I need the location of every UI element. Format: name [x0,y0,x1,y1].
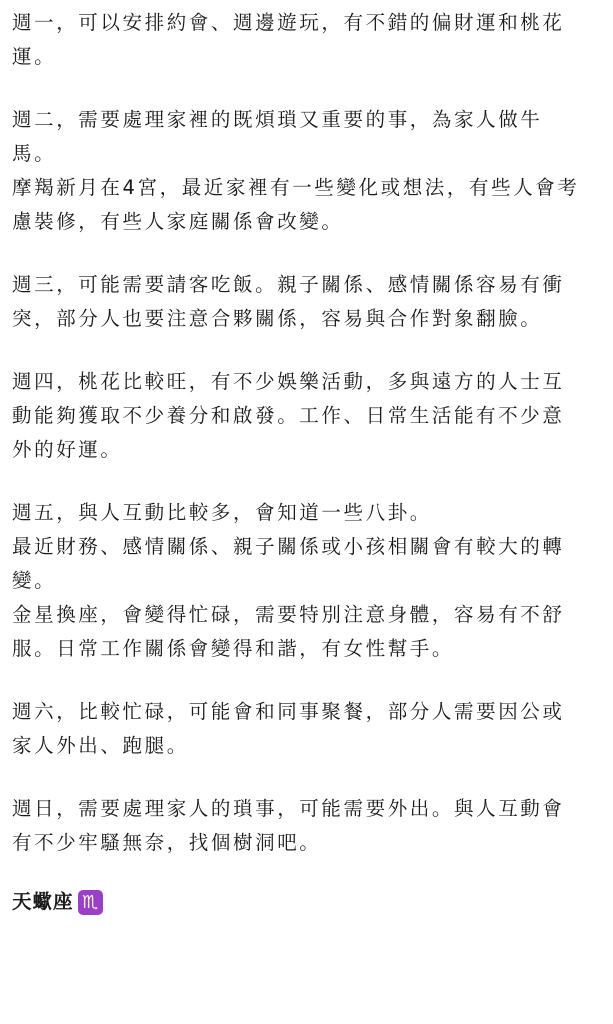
section-heading-scorpio [12,885,601,919]
text-line: 週三，可能需要請客吃飯。親子關係、感情關係容易有衝 [12,273,565,296]
text-line: 動能夠獲取不少養分和啟發。工作、日常生活能有不少意 [12,404,565,427]
paragraph-friday [12,496,601,666]
paragraph-tuesday [12,103,601,239]
paragraph-sunday [12,792,601,860]
text-line: 外的好運。 [12,438,123,461]
text-line: 變。 [12,569,57,592]
text-line: 慮裝修，有些人家庭關係會改變。 [12,210,344,233]
text-line: 週五，與人互動比較多，會知道一些八卦。 [12,501,432,524]
paragraph-wednesday [12,268,601,336]
text-line: 有不少牢騷無奈，找個樹洞吧。 [12,831,322,854]
paragraph-saturday [12,695,601,763]
paragraph-thursday [12,365,601,467]
text-line: 馬。 [12,142,57,165]
text-line: 家人外出、跑腿。 [12,734,189,757]
text-line: 週六，比較忙碌，可能會和同事聚餐，部分人需要因公或 [12,700,565,723]
text-line: 運。 [12,45,57,68]
text-line: 服。日常工作關係會變得和諧，有女性幫手。 [12,637,455,660]
text-line: 摩羯新月在4宮，最近家裡有一些變化或想法，有些人會考 [12,176,580,199]
text-line: 週日，需要處理家人的瑣事，可能需要外出。與人互動會 [12,797,565,820]
text-line: 最近財務、感情關係、親子關係或小孩相關會有較大的轉 [12,535,565,558]
text-line: 金星換座，會變得忙碌，需要特別注意身體，容易有不舒 [12,603,565,626]
paragraph-monday [12,6,601,74]
scorpio-sign-icon: ♏ [78,890,103,915]
text-line: 週一，可以安排約會、週邊遊玩，有不錯的偏財運和桃花 [12,11,565,34]
section-title-text: 天蠍座 [12,890,74,913]
text-line: 週四，桃花比較旺，有不少娛樂活動，多與遠方的人士互 [12,370,565,393]
text-line: 週二，需要處理家裡的既煩瑣又重要的事，為家人做牛 [12,108,543,131]
text-line: 突，部分人也要注意合夥關係，容易與合作對象翻臉。 [12,307,543,330]
